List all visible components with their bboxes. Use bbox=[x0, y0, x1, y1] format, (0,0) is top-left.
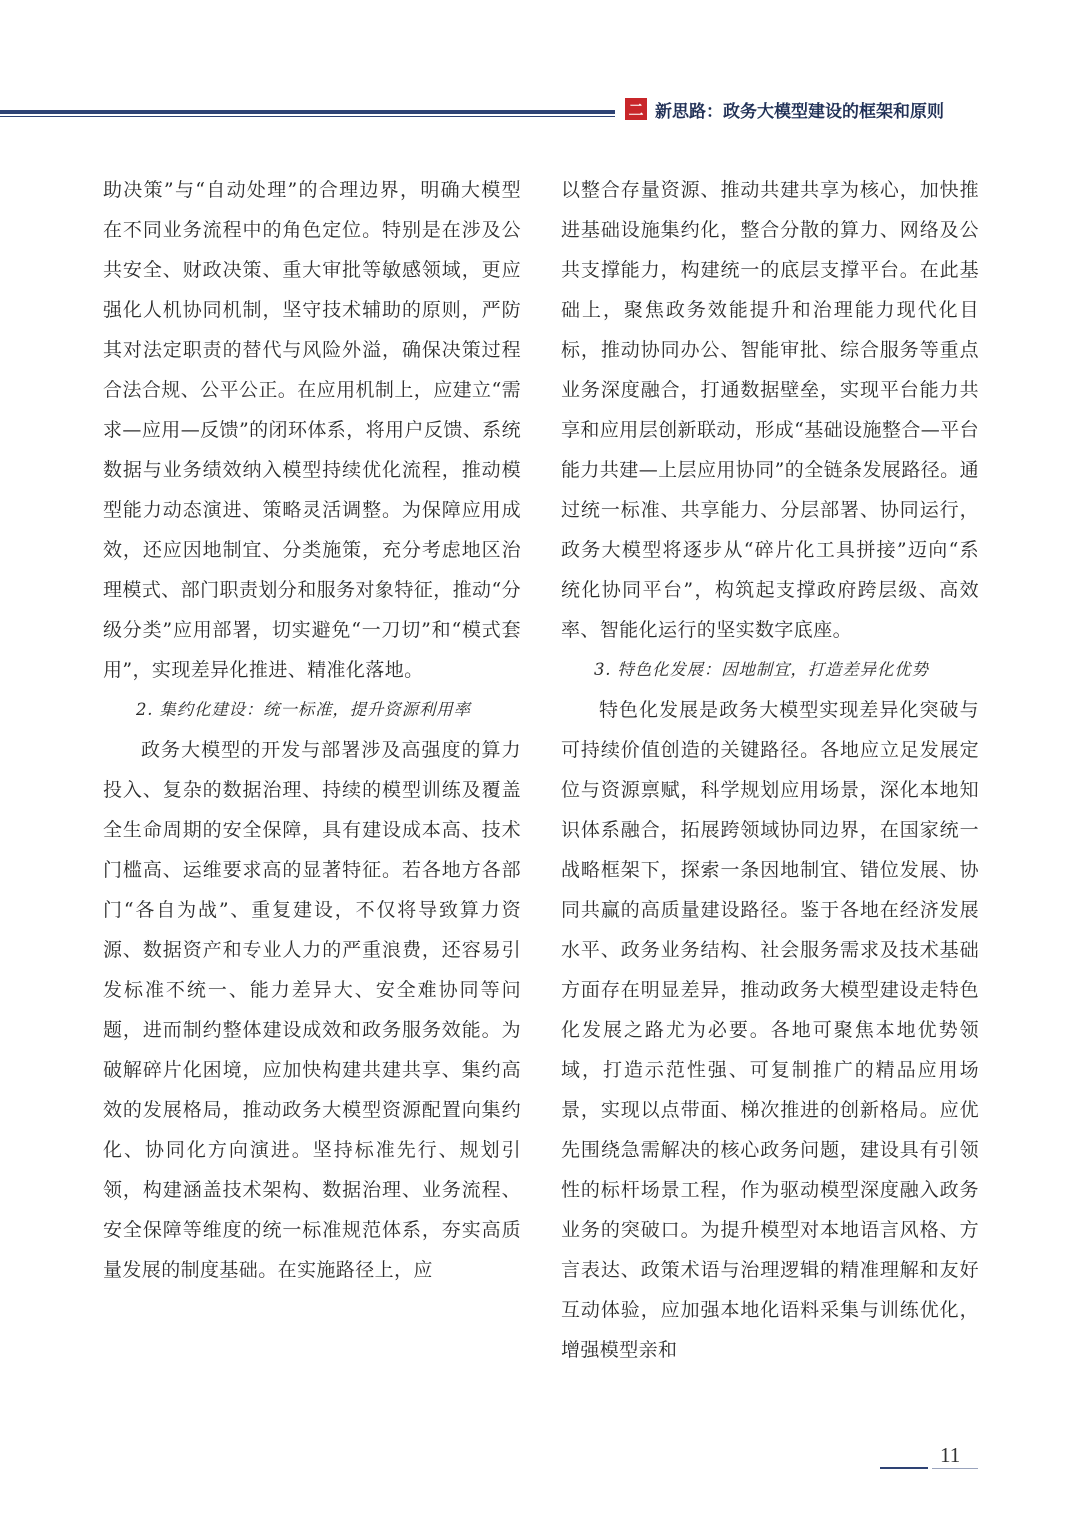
header-rule-thin bbox=[0, 116, 615, 117]
paragraph-continued: 以整合存量资源、推动共建共享为核心，加快推进基础设施集约化，整合分散的算力、网络及公共支撑能力，构建统一的底层支撑平台。在此基础上，聚焦政务效能提升和治理能力现代化目标，推动协同办公、智能审批、综合服务等重点业务深度融合，打通数据壁垒，实现平台能力共享和应用层创新联动，形成“基础设施整合—平台能力共建—上层应用协同”的全链条发展路径。通过统一标准、共享能力、分层部署、协同运行，政务大模型将逐步从“碎片化工具拼接”迈向“系统化协同平台”，构筑起支撑政府跨层级、高效率、智能化运行的坚实数字底座。 bbox=[561, 179, 979, 641]
page-number: 11 bbox=[940, 1443, 961, 1467]
chapter-title: 新思路：政务大模型建设的框架和原则 bbox=[655, 101, 944, 122]
paragraph: 政务大模型的开发与部署涉及高强度的算力投入、复杂的数据治理、持续的模型训练及覆盖全生命周期的安全保障，具有建设成本高、技术门槛高、运维要求高的显著特征。若各地方各部门“各自为战”、重复建设，不仅将导致算力资源、数据资产和专业人力的严重浪费，还容易引发标准不统一、能力差异大、安全难协同等问题，进而制约整体建设成效和政务服务效能。为破解碎片化困境，应加快构建共建共享、集约高效的发展格局，推动政务大模型资源配置向集约化、协同化方向演进。坚持标准先行、规划引领，构建涵盖技术架构、数据治理、业务流程、安全保障等维度的统一标准规范体系，夯实高质量发展的制度基础。在实施路径上，应 bbox=[103, 739, 521, 1281]
right-column bbox=[561, 170, 979, 1370]
paragraph: 特色化发展是政务大模型实现差异化突破与可持续价值创造的关键路径。各地应立足发展定位与资源禀赋，科学规划应用场景，深化本地知识体系融合，拓展跨领域协同边界，在国家统一战略框架下，探索一条因地制宜、错位发展、协同共赢的高质量建设路径。鉴于各地在经济发展水平、政务业务结构、社会服务需求及技术基础方面存在明显差异，推动政务大模型建设走特色化发展之路尤为必要。各地可聚焦本地优势领域，打造示范性强、可复制推广的精品应用场景，实现以点带面、梯次推进的创新格局。应优先围绕急需解决的核心政务问题，建设具有引领性的标杆场景工程，作为驱动模型深度融入政务业务的突破口。为提升模型对本地语言风格、方言表达、政策术语与治理逻辑的精准理解和友好互动体验，应加强本地化语料采集与训练优化，增强模型亲和 bbox=[561, 699, 979, 1361]
footer-rule bbox=[880, 1467, 928, 1469]
footer-rule-thin bbox=[932, 1468, 978, 1469]
chapter-badge: 二 bbox=[625, 98, 647, 120]
paragraph-continued: 助决策”与“自动处理”的合理边界，明确大模型在不同业务流程中的角色定位。特别是在涉及公共安全、财政决策、重大审批等敏感领域，更应强化人机协同机制，坚守技术辅助的原则，严防其对法定职责的替代与风险外溢，确保决策过程合法合规、公平公正。在应用机制上，应建立“需求—应用—反馈”的闭环体系，将用户反馈、系统数据与业务绩效纳入模型持续优化流程，推动模型能力动态演进、策略灵活调整。为保障应用成效，还应因地制宜、分类施策，充分考虑地区治理模式、部门职责划分和服务对象特征，推动“分级分类”应用部署，切实避免“一刀切”和“模式套用”，实现差异化推进、精准化落地。 bbox=[103, 179, 521, 681]
header-rule bbox=[0, 110, 615, 114]
section-heading-3: 3. 特色化发展：因地制宜，打造差异化优势 bbox=[594, 660, 929, 679]
chapter-header bbox=[625, 95, 944, 123]
section-heading-2: 2. 集约化建设：统一标准，提升资源利用率 bbox=[136, 700, 471, 719]
left-column bbox=[103, 170, 521, 1290]
